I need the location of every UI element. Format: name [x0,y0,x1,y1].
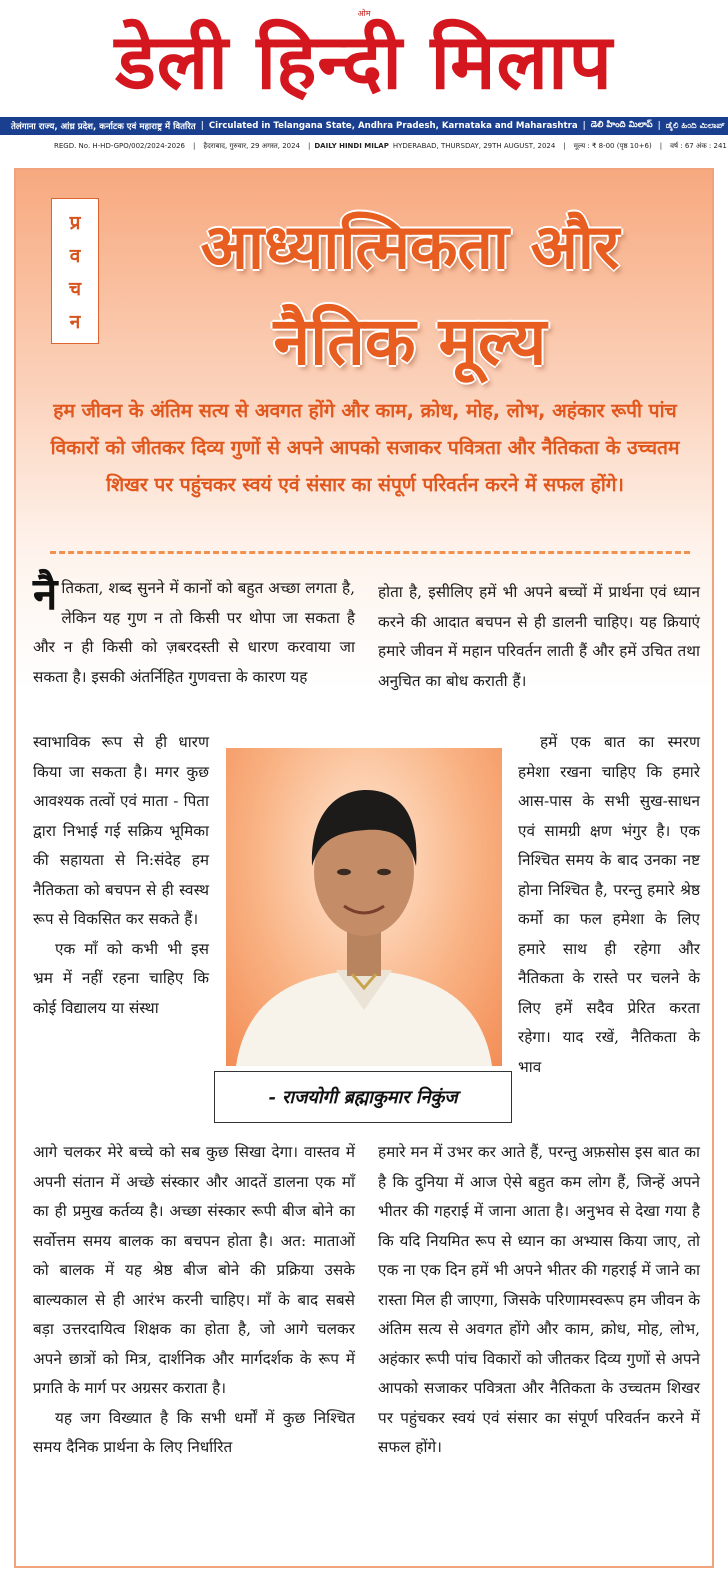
author-photo [226,748,502,1066]
strip-separator: | [200,121,204,131]
headline-line-2: नैतिक मूल्य [273,302,547,380]
paragraph-text: स्वाभाविक रूप से ही धारण किया जा सकता है। मगर कुछ आवश्यक तत्वों एवं माता - पिता द्वारा निभाई गई सक्रिय भूमिका की सहायता से नि:संदेह हम नैतिकता को बचपन से ही स्वस्थ रूप से विकसित कर सकते हैं। [33,733,209,928]
paragraph-text: हमारे मन में उभर कर आते हैं, परन्तु अफ़सोस इस बात का है कि दुनिया में आज ऐसे बहुत कम लोग हैं, जिन्हें अपने भीतर की गहराई में जाना आता है। अनुभव से देखा गया है कि यदि नियमित रूप से ध्यान का अभ्यास किया जाए, तो एक ना एक दिन हमें भी अपने भीतर की गहराई में जाने का रास्ता मिल ही जाएगा, जिसके परिणामस्वरूप हम जीवन के अंतिम सत्य से अवगत होंगे और काम, क्रोध, मोह, लोभ, अहंकार रूपी पांच विकारों को जीतकर दिव्य गुणों से अपने आपको सजाकर पवित्रता और नैतिकता के उच्चतम शिखर पर पहुंचकर स्वयं एवं संसार का संपूर्ण परिवर्तन करने में सफल होंगे। [378,1143,700,1456]
regd-number: REGD. No. H-HD-GPO/002/2024-2026 [54,142,186,150]
paragraph-text: यह जग विख्यात है कि सभी धर्मों में कुछ निश्चित समय दैनिक प्रार्थना के लिए निर्धारित [33,1408,355,1456]
section-label-pravachan [51,198,99,344]
author-portrait-illustration [226,748,502,1066]
article-standfirst: हम जीवन के अंतिम सत्य से अवगत होंगे और काम, क्रोध, मोह, लोभ, अहंकार रूपी पांच विकारों को जीतकर दिव्य गुणों से अपने आपको सजाकर पवित्रता और नैतिकता के उच्चतम शिखर पर पहुंचकर स्वयं एवं संसार का संपूर्ण परिवर्तन करने में सफल होंगे। [50,399,680,496]
issue-number: वर्ष : 67 अंक : 241 [670,141,727,150]
right-column-top [378,578,700,696]
paragraph-text: आगे चलकर मेरे बच्चे को सब कुछ सिखा देगा। वास्तव में अपनी संतान में अच्छे संस्कार और आदतें डालना एक माँ का ही प्रमुख कर्तव्य है। अच्छा संस्कार रूपी बीज बोने का सर्वोत्तम समय बालक का बचपन होता है। अत: माताओं को बालक में यह श्रेष्ठ बीज बोने की प्रक्रिया उसके बाल्यकाल से ही आरंभ करनी चाहिए। माँ के बाद सबसे बड़ा उत्तरदायित्व शिक्षक का होता है, जो आगे चलकर अपने छात्रों को मित्र, दार्शनिक और मार्गदर्शक के रूप में प्रगति के मार्ग पर अग्रसर कराता है। [33,1143,355,1397]
regd-separator: | [193,142,196,150]
section-label-char: प्र [69,211,81,234]
section-label-char: च [68,277,82,300]
drop-cap: नै [33,569,58,620]
paper-name-english: DAILY HINDI MILAP [314,142,389,150]
regd-separator: | [308,142,311,150]
paragraph-text: होता है, इसीलिए हमें भी अपने बच्चों में प्रार्थना एवं ध्यान करने की आदात बचपन से ही डालनी चाहिए। यह क्रियाएं हमारे जीवन में महान परिवर्तन लाती हैं और हमें उचित तथा अनुचित का बोध कराती हैं। [378,583,700,690]
masthead-om: ओम [357,9,371,18]
masthead-regd-line [0,139,728,153]
section-label-char: व [69,244,81,267]
author-byline: - राजयोगी ब्रह्माकुमार निकुंज [214,1071,512,1123]
regd-separator: | [659,142,663,150]
left-column-bottom [33,1138,355,1463]
section-label-char: न [69,310,81,333]
right-column-bottom [378,1138,700,1463]
left-column-narrow [33,728,209,1023]
strip-separator: | [582,121,586,131]
circulation-english: Circulated in Telangana State, Andhra Pradesh, Karnataka and Maharashtra [208,121,578,131]
newspaper-title: डेली हिन्दी मिलाप [115,17,613,106]
paragraph-text: हमें एक बात का स्मरण हमेशा रखना चाहिए कि हमारे आस-पास के सभी सुख-साधन एवं सामग्री क्षण भंगुर है। एक निश्चित समय के बाद उनका नष्ट होना निश्चित है, परन्तु हमारे श्रेष्ठ कर्मो का फल हमेशा के लिए हमारे साथ ही रहेगा और नैतिकता के रास्ते पर चलने के लिए हमें सदैव प्रेरित करता रहेगा। याद रखें, नैतिकता के भाव [518,733,700,1076]
circulation-hindi: तेलंगाना राज्य, आंध्र प्रदेश, कर्नाटक एवं महाराष्ट्र में वितरित [11,122,196,132]
name-kannada: ಡೈಲಿ ಹಿಂದಿ ಮಿಲಾಪ್ [665,121,725,131]
dashed-divider [50,551,690,554]
regd-separator: | [563,142,566,150]
date-english: HYDERABAD, THURSDAY, 29TH AUGUST, 2024 [392,142,556,150]
right-column-narrow [518,728,700,1082]
paragraph-text: तिकता, शब्द सुनने में कानों को बहुत अच्छा लगता है, लेकिन यह गुण न तो किसी पर थोपा जा सकता है और न ही किसी को ज़बरदस्ती से धारण करवाया जा सकता है। इसकी अंतर्निहित गुणवत्ता के कारण यह [33,579,355,686]
price: मूल्य : ₹ 8-00 (पृष्ठ 10+6) [573,141,652,150]
strip-separator: | [657,121,661,131]
date-hindi: हैदराबाद, गुरुवार, 29 अगस्त, 2024 [203,141,301,150]
left-column-top [33,569,355,692]
article-headline [110,200,710,388]
name-telugu: డెలి హింది మిలాప్ [590,120,653,130]
masthead-circulation-strip [0,117,728,135]
paragraph-text: एक माँ को कभी भी इस भ्रम में नहीं रहना चाहिए कि कोई विद्यालय या संस्था [33,939,209,1017]
headline-line-1: आध्यात्मिकता और [200,210,620,283]
